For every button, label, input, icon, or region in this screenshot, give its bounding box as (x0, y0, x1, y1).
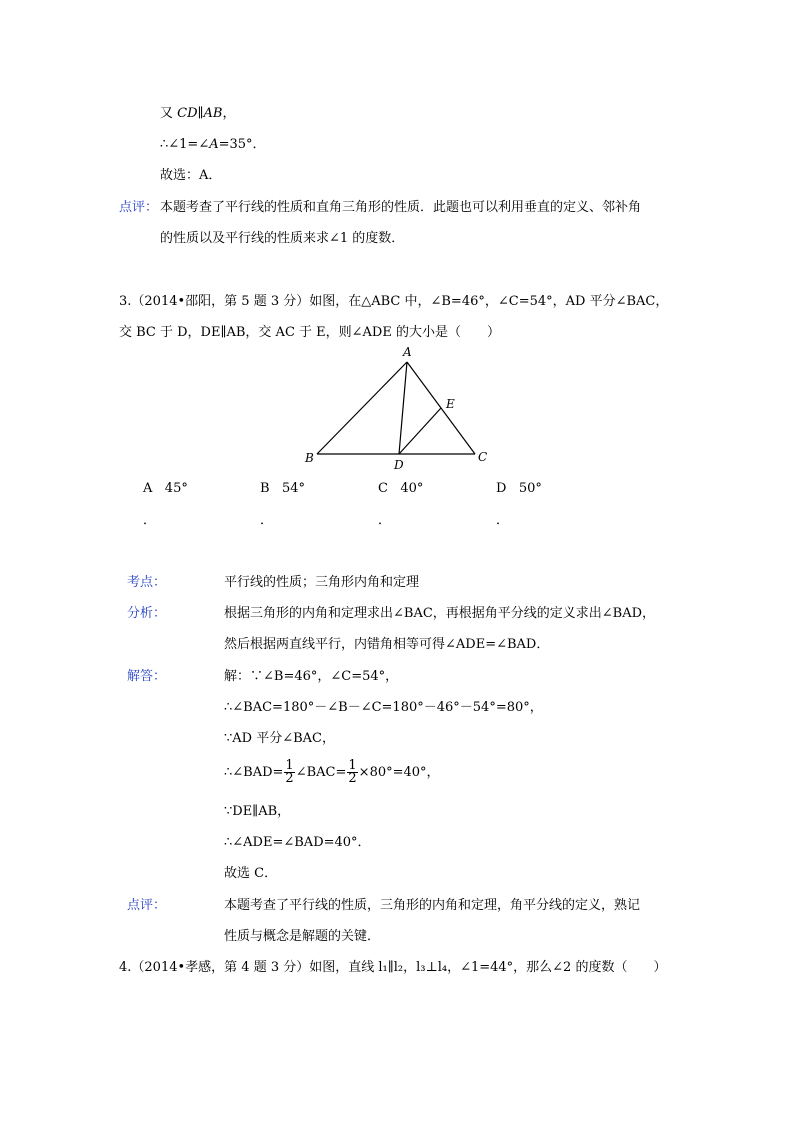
option-a (143, 481, 188, 497)
solution-step7: 故选 C． (224, 866, 278, 881)
fenxi-label: 分析： (127, 606, 167, 621)
prev-line-parallel: 又 CD∥AB， (160, 106, 236, 121)
dianping-line1: 本题考查了平行线的性质，三角形的内角和定理，角平分线的定义，熟记 (224, 898, 641, 913)
fenxi-line2: 然后根据两直线平行，内错角相等可得∠ADE=∠BAD． (224, 637, 550, 652)
solution-step3: ∵AD 平分∠BAC， (224, 731, 335, 746)
option-b-dot: ． (260, 513, 274, 528)
option-c-value: 40° (400, 481, 424, 496)
label-d: D (394, 458, 404, 472)
prev-comment-label: 点评： (119, 200, 159, 215)
option-d (496, 481, 542, 497)
kaodian-text: 平行线的性质；三角形内角和定理 (224, 575, 420, 590)
label-b: B (305, 451, 314, 465)
dianping-line2: 性质与概念是解题的关键． (224, 929, 381, 944)
fraction-half-2: $\frac{1}{2}$ (348, 758, 357, 786)
fenxi-line1: 根据三角形的内角和定理求出∠BAC，再根据角平分线的定义求出∠BAD， (224, 606, 656, 621)
option-b-letter: B (260, 481, 270, 496)
solution-step5: ∵DE∥AB， (224, 804, 291, 819)
solution-step6: ∴∠ADE=∠BAD=40°． (224, 835, 371, 850)
side-ab (317, 362, 407, 454)
q3-stem-line1: 3.（2014•邵阳，第 5 题 3 分）如图，在△ABC 中，∠B=46°，∠C=54°，AD 平分∠BAC， (119, 294, 669, 309)
option-b-value: 54° (281, 481, 306, 496)
fraction-half-1: $\frac{1}{2}$ (285, 758, 294, 786)
q3-stem-line2: 交 BC 于 D，DE∥AB，交 AC 于 E，则∠ADE 的大小是（ ） (119, 325, 500, 340)
prev-line-answer: 故选：A． (160, 168, 222, 183)
solution-step2: ∴∠BAC=180°－∠B－∠C=180°－46°－54°=80°， (224, 700, 543, 715)
option-c-dot: ． (378, 513, 392, 528)
segment-de (399, 408, 441, 454)
option-a-value: 45° (164, 481, 188, 496)
q4-stem: 4.（2014•孝感，第 4 题 3 分）如图，直线 l₁∥l₂，l₃⊥l₄，∠1=44°，那么∠2 的度数（ ） (119, 960, 667, 975)
option-a-letter: A (143, 481, 153, 496)
kaodian-label: 考点： (127, 575, 167, 590)
prev-line-angle: ∴∠1=∠A=35°． (160, 137, 266, 152)
solution-step1: 解：∵∠B=46°，∠C=54°， (224, 669, 399, 684)
label-e: E (446, 397, 455, 411)
prev-comment-line1: 本题考查了平行线的性质和直角三角形的性质．此题也可以利用垂直的定义、邻补角 (160, 200, 642, 215)
option-b (260, 481, 305, 497)
option-c-letter: C (378, 481, 388, 496)
label-c: C (478, 450, 488, 464)
q3-triangle-figure (300, 342, 500, 474)
label-a: A (403, 345, 412, 359)
option-d-letter: D (496, 481, 507, 496)
jieda-label: 解答： (127, 669, 167, 684)
option-d-dot: ． (496, 513, 510, 528)
dianping-label: 点评： (127, 898, 167, 913)
segment-ad (399, 362, 407, 454)
prev-comment-line2: 的性质以及平行线的性质来求∠1 的度数． (160, 231, 405, 246)
option-d-value: 50° (518, 481, 542, 496)
solution-step4: ∴∠BAD= $\frac{1}{2}$ ∠BAC= $\frac{1}{2}$ ×80°=40°， (224, 758, 440, 786)
option-c (378, 481, 423, 497)
option-a-dot: ． (143, 513, 157, 528)
